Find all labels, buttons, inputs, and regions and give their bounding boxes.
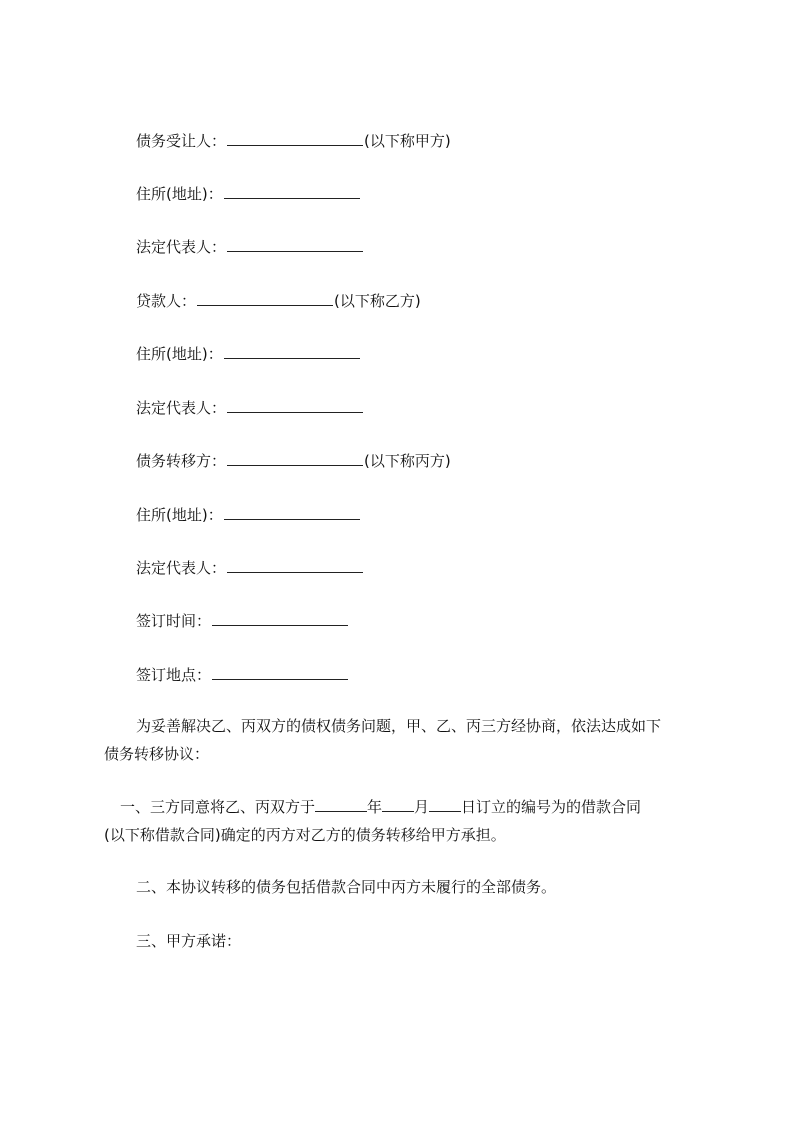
- field-label: 债务受让人：: [136, 132, 227, 150]
- field-signing-place: [136, 665, 349, 685]
- fill-blank: [212, 624, 348, 626]
- field-label: 签订时间：: [136, 612, 212, 630]
- clause-3: [136, 931, 241, 951]
- day-blank: [429, 810, 461, 812]
- clause-1-text-b: 日订立的编号为的借款合同: [461, 798, 642, 816]
- clause-1-text-a: 一、三方同意将乙、丙双方于: [120, 798, 316, 816]
- year-label: 年: [367, 798, 383, 816]
- fill-blank: [227, 144, 363, 146]
- clause-3-text: 三、甲方承诺：: [136, 932, 242, 950]
- field-label: 法定代表人：: [136, 238, 227, 256]
- field-label: 住所(地址)：: [136, 506, 223, 524]
- field-transferee: [136, 131, 451, 151]
- field-label: 住所(地址)：: [136, 185, 223, 203]
- fill-blank: [227, 571, 363, 573]
- field-suffix: (以下称甲方): [364, 132, 451, 150]
- intro-line-1: 为妥善解决乙、丙双方的债权债务问题，甲、乙、丙三方经协商，依法达成如下: [136, 717, 662, 735]
- field-lender: [136, 291, 421, 311]
- clause-2-text: 二、本协议转移的债务包括借款合同中丙方未履行的全部债务。: [136, 878, 557, 896]
- clause-1-line-2: (以下称借款合同)确定的丙方对乙方的债务转移给甲方承担。: [104, 826, 506, 844]
- clause-2: [136, 877, 556, 897]
- field-label: 法定代表人：: [136, 399, 227, 417]
- field-transferee-representative: [136, 237, 364, 257]
- year-blank: [315, 810, 367, 812]
- month-label: 月: [414, 798, 430, 816]
- fill-blank: [227, 411, 363, 413]
- field-label: 法定代表人：: [136, 559, 227, 577]
- intro-paragraph: [104, 712, 696, 768]
- fill-blank: [197, 304, 333, 306]
- fill-blank: [227, 250, 363, 252]
- month-blank: [382, 810, 414, 812]
- field-label: 住所(地址)：: [136, 345, 223, 363]
- field-suffix: (以下称乙方): [334, 292, 421, 310]
- field-signing-time: [136, 611, 349, 631]
- fill-blank: [212, 678, 348, 680]
- field-label: 债务转移方：: [136, 452, 227, 470]
- field-lender-address: [136, 344, 361, 364]
- field-suffix: (以下称丙方): [364, 452, 451, 470]
- fill-blank: [224, 197, 360, 199]
- field-transferor-representative: [136, 558, 364, 578]
- field-transferee-address: [136, 184, 361, 204]
- field-label: 贷款人：: [136, 292, 197, 310]
- intro-line-2: 债务转移协议：: [104, 745, 210, 763]
- field-label: 签订地点：: [136, 666, 212, 684]
- fill-blank: [224, 518, 360, 520]
- fill-blank: [227, 464, 363, 466]
- field-transferor-address: [136, 505, 361, 525]
- clause-1: [104, 793, 696, 849]
- field-lender-representative: [136, 398, 364, 418]
- field-transferor: [136, 451, 451, 471]
- fill-blank: [224, 357, 360, 359]
